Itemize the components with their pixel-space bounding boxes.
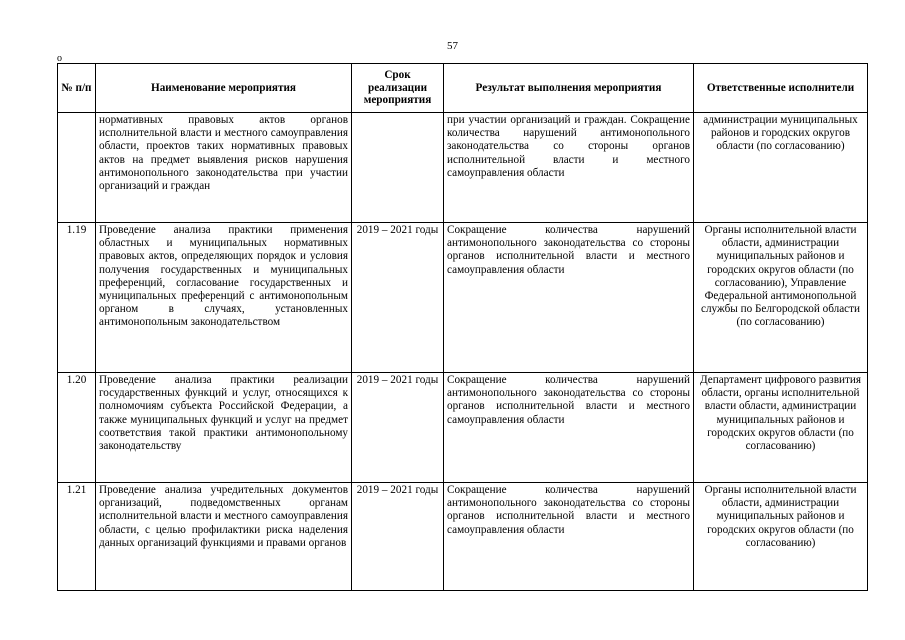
cell-term xyxy=(352,113,444,223)
header-num: № п/п xyxy=(58,64,96,113)
header-term: Срок реализации мероприятия xyxy=(352,64,444,113)
cell-num: 1.21 xyxy=(58,483,96,591)
table-row xyxy=(58,113,868,223)
cell-responsible: Органы исполнительной власти области, администрации муниципальных районов и городских округов области (по согласованию), Управление Федеральной антимонопольной службы по Белгородской области (по согласованию) xyxy=(694,223,868,373)
cell-name: Проведение анализа практики применения областных и муниципальных нормативных правовых актов, определяющих порядок и условия получения государственных и муниципальных преференций, согласование государственных и муниципальных преференций с антимонопольным органом в случаях, установленных антимонопольным законодательством xyxy=(96,223,352,373)
cell-name: Проведение анализа учредительных документов организаций, подведомственных органам исполнительной власти и местного самоуправления области, с целью профилактики риска наделения данных организаций функциями и правами органов xyxy=(96,483,352,591)
header-result: Результат выполнения мероприятия xyxy=(444,64,694,113)
table-row xyxy=(58,373,868,483)
table-header-row xyxy=(58,64,868,113)
page-number: 57 xyxy=(447,40,458,52)
cell-term: 2019 – 2021 годы xyxy=(352,373,444,483)
cell-result: Сокращение количества нарушений антимонопольного законодательства со стороны органов исполнительной власти и местного самоуправления области xyxy=(444,223,694,373)
cell-result: при участии организаций и граждан. Сокращение количества нарушений антимонопольного законодательства со стороны органов исполнительной власти и местного самоуправления области xyxy=(444,113,694,223)
cell-responsible: Департамент цифрового развития области, органы исполнительной власти области, администрации муниципальных районов и городских округов области (по согласованию) xyxy=(694,373,868,483)
cell-result: Сокращение количества нарушений антимонопольного законодательства со стороны органов исполнительной власти и местного самоуправления области xyxy=(444,373,694,483)
cell-name: Проведение анализа практики реализации государственных функций и услуг, относящихся к полномочиям субъекта Российской Федерации, а также муниципальных функций и услуг на предмет соответствия такой практики антимонопольному законодательству xyxy=(96,373,352,483)
cell-num: 1.19 xyxy=(58,223,96,373)
corner-mark: о xyxy=(57,53,62,64)
cell-responsible: администрации муниципальных районов и городских округов области (по согласованию) xyxy=(694,113,868,223)
cell-term: 2019 – 2021 годы xyxy=(352,483,444,591)
table-row xyxy=(58,483,868,591)
cell-result: Сокращение количества нарушений антимонопольного законодательства со стороны органов исполнительной власти и местного самоуправления области xyxy=(444,483,694,591)
header-name: Наименование мероприятия xyxy=(96,64,352,113)
cell-responsible: Органы исполнительной власти области, администрации муниципальных районов и городских округов области (по согласованию) xyxy=(694,483,868,591)
cell-num xyxy=(58,113,96,223)
cell-num: 1.20 xyxy=(58,373,96,483)
measures-table xyxy=(57,63,868,591)
table-row xyxy=(58,223,868,373)
header-responsible: Ответственные исполнители xyxy=(694,64,868,113)
cell-term: 2019 – 2021 годы xyxy=(352,223,444,373)
cell-name: нормативных правовых актов органов исполнительной власти и местного самоуправления области, проектов таких нормативных правовых актов на предмет выявления рисков нарушения антимонопольного законодательства при участии организаций и граждан xyxy=(96,113,352,223)
